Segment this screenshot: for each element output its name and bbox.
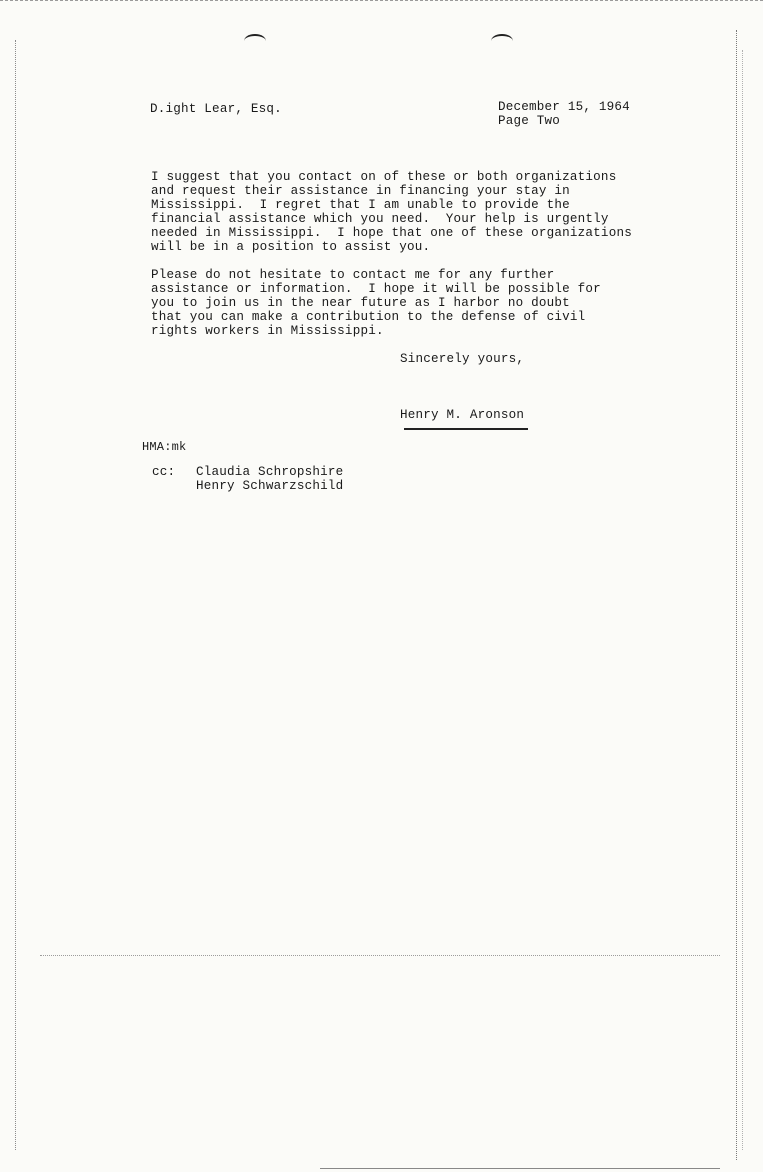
scan-edge-top: [0, 0, 763, 5]
body-paragraph-1: I suggest that you contact on of these or both organizations and request their assistance in financing your stay in Mississippi. I regret that I am unable to provide the financial assistance which you need. Your help is urgently needed in Mississippi. I hope that one of these organizations will be in a position to assist you.: [151, 170, 632, 254]
punch-hole-left: [244, 34, 266, 48]
body-paragraph-2: Please do not hesitate to contact me for any further assistance or information. I hope it will be possible for you to join us in the near future as I harbor no doubt that you can make a contribution to the defense of civil rights workers in Mississippi.: [151, 268, 601, 338]
date-and-page: December 15, 1964 Page Two: [498, 100, 630, 128]
scan-edge-right-inner: [742, 50, 745, 1150]
typist-initials: HMA:mk: [142, 440, 187, 454]
scan-edge-bottom: [320, 1168, 720, 1170]
recipient-line: D.ight Lear, Esq.: [150, 102, 282, 116]
cc-label: cc:: [152, 465, 176, 479]
signature-underline: [404, 428, 528, 430]
fold-line: [40, 955, 720, 957]
scan-edge-left: [15, 40, 18, 1150]
scan-edge-right: [736, 30, 739, 1160]
signature-name: Henry M. Aronson: [400, 408, 525, 422]
closing: Sincerely yours,: [400, 352, 525, 366]
cc-recipients: Claudia Schropshire Henry Schwarzschild: [196, 465, 344, 493]
punch-hole-right: [491, 34, 513, 48]
